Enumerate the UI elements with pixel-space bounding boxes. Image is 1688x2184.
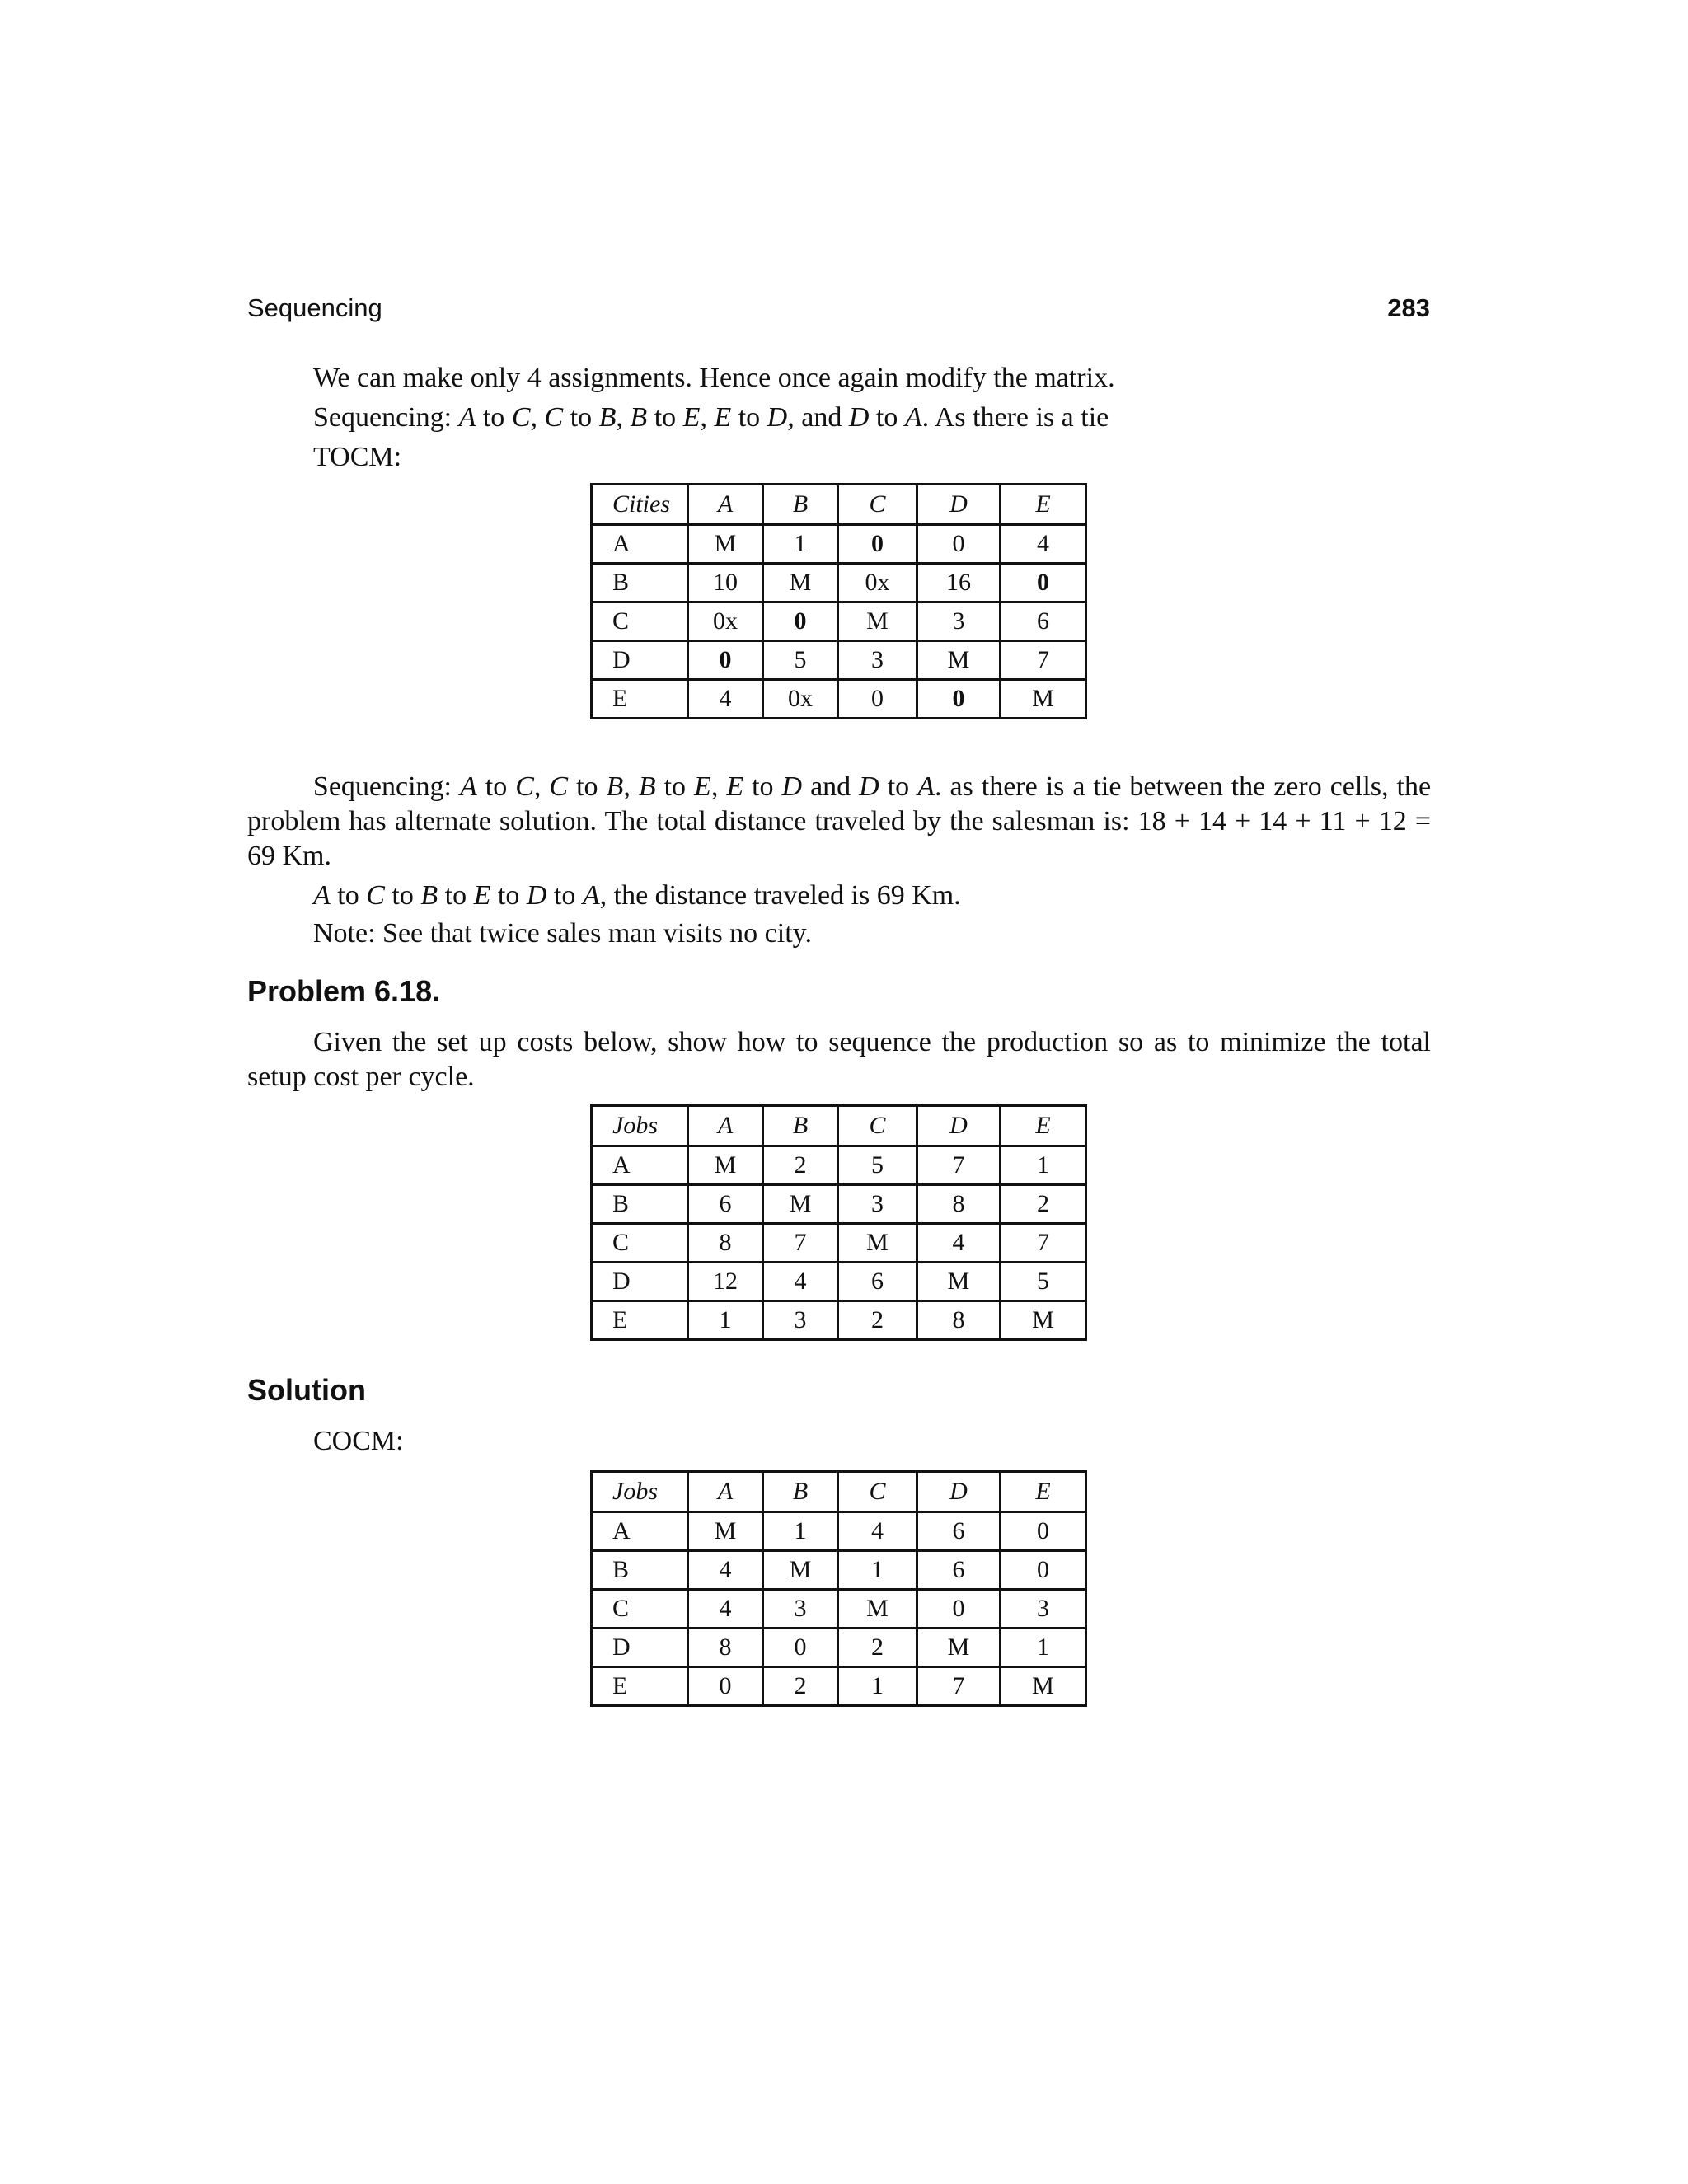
column-header: E: [1001, 1106, 1086, 1146]
table-cell: 0: [1001, 1512, 1086, 1551]
table-cell: 3: [763, 1590, 838, 1629]
table-row: [592, 1629, 1086, 1667]
problem-text: Given the set up costs below, show how to sequence the production so as to minimize the total setup cost per cycle.: [247, 1027, 1431, 1092]
column-header: E: [1001, 485, 1086, 525]
table-cell: 1: [1001, 1629, 1086, 1667]
column-header: B: [763, 485, 838, 525]
table-row: [592, 602, 1086, 641]
table-cell: 7: [1001, 641, 1086, 680]
cocm-label: COCM:: [313, 1426, 404, 1456]
table-row: [592, 1224, 1086, 1263]
table-corner-label: Jobs: [592, 1472, 688, 1512]
table-cell: 3: [838, 1185, 917, 1224]
table-cell: 0: [688, 1667, 763, 1706]
table-row: [592, 1590, 1086, 1629]
table-corner-label: Cities: [592, 485, 688, 525]
table-cell: 0: [917, 680, 1001, 719]
table-cell: 5: [763, 641, 838, 680]
table-cell: 2: [838, 1629, 917, 1667]
column-header: C: [838, 1106, 917, 1146]
table-row: [592, 564, 1086, 602]
table-cell: 1: [838, 1667, 917, 1706]
table-cell: 8: [917, 1301, 1001, 1340]
table-cell: 0: [1001, 564, 1086, 602]
table-cell: 6: [1001, 602, 1086, 641]
table-cell: M: [763, 1551, 838, 1590]
table-cell: 4: [917, 1224, 1001, 1263]
sequencing-paragraph: Sequencing: A to C, C to B, B to E, E to D and D to A. as there is a tie between the zero cells, the problem has alternate solution. The total distance traveled by the salesman is: 18 + 14 + 14 + 11 + 12 = 69 Km.: [247, 771, 1432, 871]
row-label: A: [592, 1146, 688, 1185]
table-row: [592, 1301, 1086, 1340]
cocm-table: [590, 1470, 1087, 1707]
table-row: [592, 1667, 1086, 1706]
table-cell: 2: [763, 1146, 838, 1185]
table-cell: 8: [688, 1629, 763, 1667]
table-cell: 6: [688, 1185, 763, 1224]
row-label: A: [592, 525, 688, 564]
table-cell: 0: [917, 1590, 1001, 1629]
table-cell: M: [917, 641, 1001, 680]
table-row: [592, 1146, 1086, 1185]
table-row: [592, 525, 1086, 564]
column-header: D: [917, 1472, 1001, 1512]
row-label: E: [592, 680, 688, 719]
table-cell: 3: [763, 1301, 838, 1340]
table-cell: M: [688, 1146, 763, 1185]
row-label: D: [592, 1629, 688, 1667]
table-cell: 7: [917, 1667, 1001, 1706]
table-cell: 16: [917, 564, 1001, 602]
table-cell: M: [1001, 680, 1086, 719]
row-label: D: [592, 641, 688, 680]
intro-line-3: TOCM:: [313, 442, 402, 472]
table-cell: 0: [838, 680, 917, 719]
solution-heading: Solution: [247, 1373, 366, 1407]
table-cell: 0x: [763, 680, 838, 719]
column-header: B: [763, 1106, 838, 1146]
table-cell: 0: [917, 525, 1001, 564]
column-header: D: [917, 1106, 1001, 1146]
row-label: A: [592, 1512, 688, 1551]
column-header: B: [763, 1472, 838, 1512]
page-number: 283: [1387, 293, 1430, 322]
table-cell: M: [763, 1185, 838, 1224]
setup-header-row: [592, 1106, 1086, 1146]
table-cell: 6: [838, 1263, 917, 1301]
table-cell: 5: [1001, 1263, 1086, 1301]
table-cell: 4: [1001, 525, 1086, 564]
table-cell: 7: [763, 1224, 838, 1263]
row-label: E: [592, 1667, 688, 1706]
table-cell: 8: [917, 1185, 1001, 1224]
running-header-section: Sequencing: [247, 293, 382, 322]
table-cell: 1: [763, 525, 838, 564]
table-row: [592, 1512, 1086, 1551]
row-label: B: [592, 1185, 688, 1224]
table-cell: 1: [763, 1512, 838, 1551]
table-cell: 4: [763, 1263, 838, 1301]
row-label: B: [592, 564, 688, 602]
table-cell: 0: [1001, 1551, 1086, 1590]
table-cell: M: [838, 602, 917, 641]
table-cell: 7: [1001, 1224, 1086, 1263]
table-cell: 4: [688, 1551, 763, 1590]
column-header: C: [838, 485, 917, 525]
table-cell: 6: [917, 1512, 1001, 1551]
table-cell: 0: [838, 525, 917, 564]
table-cell: M: [917, 1263, 1001, 1301]
table-cell: 4: [688, 680, 763, 719]
table-cell: 0x: [688, 602, 763, 641]
table-cell: 0: [688, 641, 763, 680]
table-row: [592, 680, 1086, 719]
table-cell: M: [838, 1590, 917, 1629]
table-row: [592, 1263, 1086, 1301]
cocm-header-row: [592, 1472, 1086, 1512]
row-label: E: [592, 1301, 688, 1340]
table-cell: 10: [688, 564, 763, 602]
table-row: [592, 1185, 1086, 1224]
table-cell: M: [838, 1224, 917, 1263]
table-cell: 3: [917, 602, 1001, 641]
row-label: D: [592, 1263, 688, 1301]
table-cell: 0: [763, 602, 838, 641]
row-label: B: [592, 1551, 688, 1590]
row-label: C: [592, 1224, 688, 1263]
table-cell: 2: [763, 1667, 838, 1706]
tocm-header-row: [592, 485, 1086, 525]
setup-cost-table: [590, 1104, 1087, 1341]
table-cell: 7: [917, 1146, 1001, 1185]
column-header: A: [688, 1106, 763, 1146]
row-label: C: [592, 602, 688, 641]
column-header: D: [917, 485, 1001, 525]
intro-line-2: Sequencing: A to C, C to B, B to E, E to D, and D to A. As there is a tie: [313, 402, 1109, 433]
table-cell: 2: [1001, 1185, 1086, 1224]
table-cell: M: [688, 525, 763, 564]
table-cell: 4: [688, 1590, 763, 1629]
table-cell: 2: [838, 1301, 917, 1340]
intro-line-1: We can make only 4 assignments. Hence once again modify the matrix.: [313, 363, 1115, 393]
route-line: A to C to B to E to D to A, the distance traveled is 69 Km.: [313, 880, 961, 911]
table-cell: 6: [917, 1551, 1001, 1590]
table-cell: M: [763, 564, 838, 602]
table-cell: 12: [688, 1263, 763, 1301]
table-cell: 3: [1001, 1590, 1086, 1629]
table-row: [592, 1551, 1086, 1590]
table-cell: 0x: [838, 564, 917, 602]
table-cell: M: [1001, 1301, 1086, 1340]
tocm-table: [590, 483, 1087, 719]
table-cell: 0: [763, 1629, 838, 1667]
table-cell: M: [917, 1629, 1001, 1667]
table-cell: 4: [838, 1512, 917, 1551]
problem-heading: Problem 6.18.: [247, 974, 441, 1008]
note-line: Note: See that twice sales man visits no city.: [313, 918, 812, 949]
table-cell: 3: [838, 641, 917, 680]
column-header: A: [688, 485, 763, 525]
table-cell: 1: [688, 1301, 763, 1340]
column-header: A: [688, 1472, 763, 1512]
table-corner-label: Jobs: [592, 1106, 688, 1146]
table-row: [592, 641, 1086, 680]
column-header: E: [1001, 1472, 1086, 1512]
table-cell: 1: [1001, 1146, 1086, 1185]
table-cell: 5: [838, 1146, 917, 1185]
table-cell: M: [1001, 1667, 1086, 1706]
table-cell: 8: [688, 1224, 763, 1263]
table-cell: M: [688, 1512, 763, 1551]
column-header: C: [838, 1472, 917, 1512]
table-cell: 1: [838, 1551, 917, 1590]
row-label: C: [592, 1590, 688, 1629]
